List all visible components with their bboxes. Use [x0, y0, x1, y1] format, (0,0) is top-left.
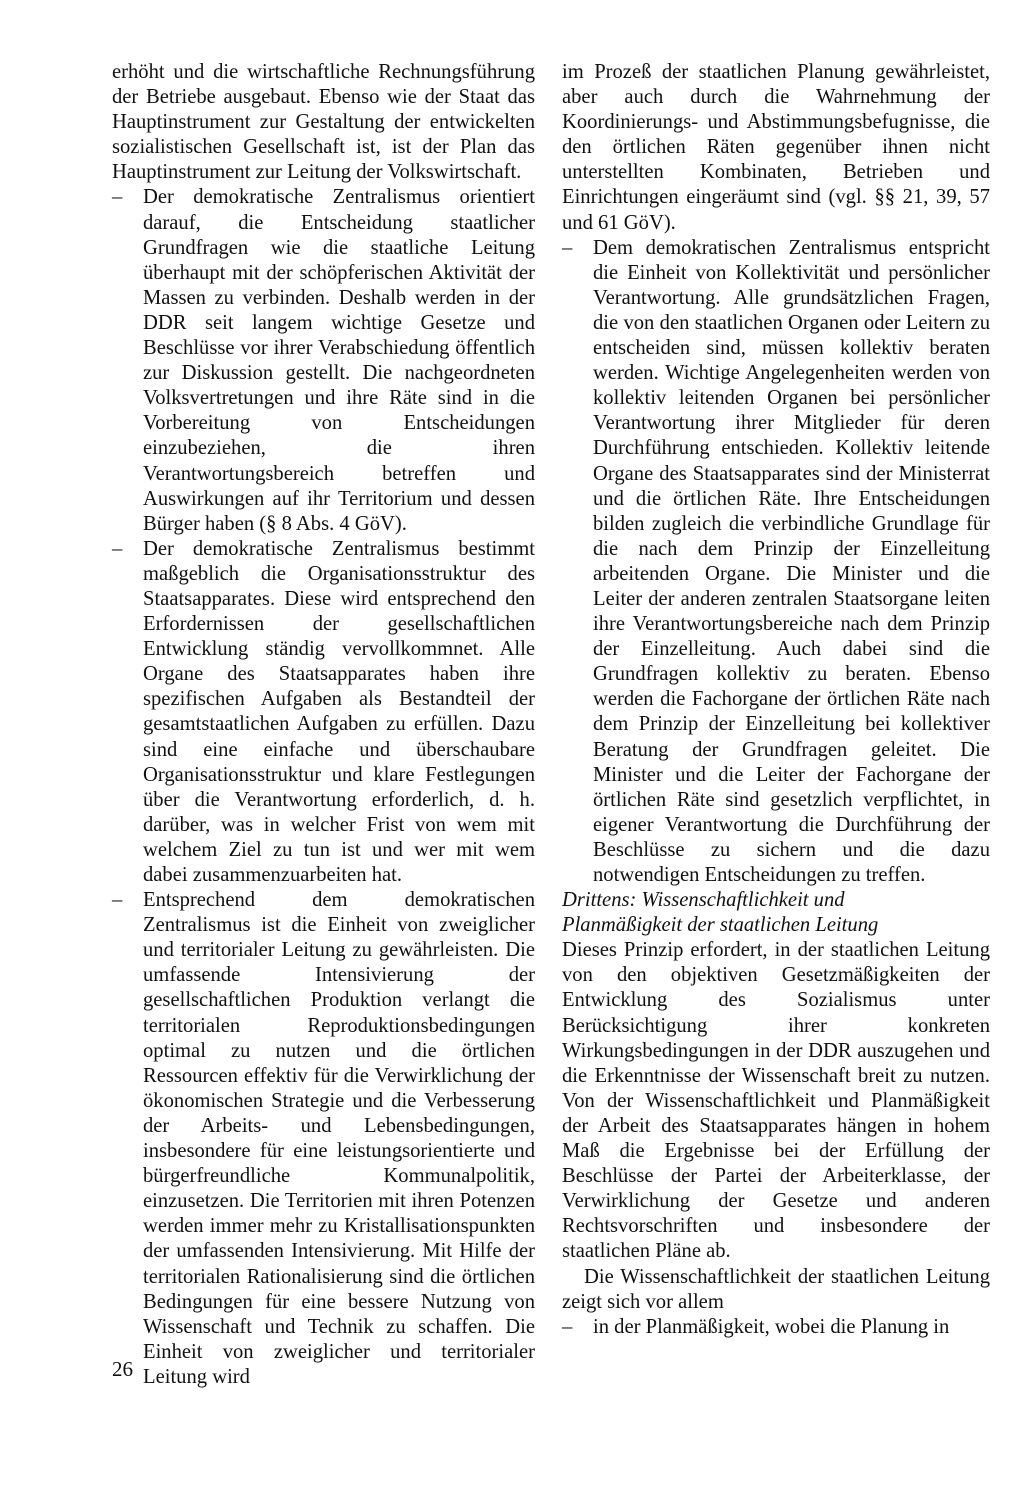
list-dash: –	[112, 186, 123, 209]
list-item	[112, 888, 535, 1390]
list-item	[112, 537, 535, 888]
paragraph: erhöht und die wirtschaftliche Rechnungsführung der Betriebe ausgebaut. Ebenso wie der Staat das Hauptinstrument zur Gestaltung der entwickelten sozialistischen Gesellschaft ist, ist der Plan das Hauptinstrument zur Leitung der Volkswirtschaft.	[112, 61, 535, 184]
list-item-text: Der demokratische Zentralismus orientiert darauf, die Entscheidung staatlicher Grundfragen wie die staatliche Leitung überhaupt mit der schöpferischen Aktivität der Massen zu verbinden. Deshalb werden in der DDR seit langem wichtige Gesetze und Beschlüsse vor ihrer Verabschiedung öffentlich zur Diskussion gestellt. Die nachgeordneten Volksvertretungen und ihre Räte sind in die Vorbereitung von Entscheidungen einzubeziehen, die ihren Verantwortungsbereich betreffen und Auswirkungen auf ihr Territorium und dessen Bürger haben (§ 8 Abs. 4 GöV).	[143, 186, 535, 535]
left-column	[112, 60, 535, 1390]
list-dash: –	[562, 1315, 573, 1338]
list-dash: –	[562, 236, 573, 259]
list-item	[562, 236, 990, 888]
list-item-text: Dem demokratischen Zentralismus entspricht die Einheit von Kollektivität und persönlicher Verantwortung. Alle grundsätzlichen Fragen, die von den staatlichen Organen oder Leitern zu entscheiden sind, müssen kollektiv beraten werden. Wichtige Angelegenheiten werden von kollektiv leitenden Organen bei persönlicher Verantwortung ihrer Mitglieder für deren Durchführung entschieden. Kollektiv leitende Organe des Staatsapparates sind der Ministerrat und die örtlichen Räte. Ihre Entscheidungen bilden zugleich die verbindliche Grundlage für die nach dem Prinzip der Einzelleitung arbeitenden Organe. Die Minister und die Leiter der anderen zentralen Staatsorgane leiten ihre Verantwortungsbereiche nach dem Prinzip der Einzelleitung. Auch dabei sind die Grundfragen kollektiv zu beraten. Ebenso werden die Fachorgane der örtlichen Räte nach dem Prinzip der Einzelleitung bei kollektiver Beratung der Grundfragen geleitet. Die Minister und die Leiter der Fachorgane der örtlichen Räte sind gesetzlich verpflichtet, in eigener Verantwortung die Durchführung der Beschlüsse zu sichern und die dazu notwendigen Entscheidungen zu treffen.	[593, 236, 990, 886]
section-heading	[562, 888, 990, 938]
list-item-text: in der Planmäßigkeit, wobei die Planung in	[593, 1315, 950, 1338]
list-item	[112, 185, 535, 536]
section-heading-line: Drittens: Wissenschaftlichkeit und	[562, 889, 845, 912]
list-dash: –	[112, 889, 123, 912]
page-number: 26	[112, 1357, 133, 1381]
list-item-text: Der demokratische Zentralismus bestimmt maßgeblich die Organisationsstruktur des Staatsapparates. Diese wird entsprechend den Erfordernissen der gesellschaftlichen Entwicklung ständig vervollkommnet. Alle Organe des Staatsapparates haben ihre spezifischen Aufgaben als Bestandteil der gesamtstaatlichen Aufgaben zu erfüllen. Dazu sind eine einfache und überschaubare Organisationsstruktur und klare Festlegungen über die Verantwortung erforderlich, d. h. darüber, was in welcher Frist von wem mit welchem Ziel zu tun ist und wer mit wem dabei zusammenzuarbeiten hat.	[143, 537, 535, 886]
paragraph: im Prozeß der staatlichen Planung gewährleistet, aber auch durch die Wahrnehmung der Koordinierungs- und Abstimmungsbefugnisse, die den örtlichen Räten gegenüber ihnen nicht unterstellten Kombinaten, Betrieben und Einrichtungen eingeräumt sind (vgl. §§ 21, 39, 57 und 61 GöV).	[562, 61, 990, 234]
list-item-text: Entsprechend dem demokratischen Zentralismus ist die Einheit von zweiglicher und territorialer Leitung zu gewährleisten. Die umfassende Intensivierung der gesellschaftlichen Produktion verlangt die territorialen Reproduktionsbedingungen optimal zu nutzen und die örtlichen Ressourcen effektiv für die Verwirklichung der ökonomischen Strategie und die Verbesserung der Arbeits- und Lebensbedingungen, insbesondere für eine leistungsorientierte und bürgerfreundliche Kommunalpolitik, einzusetzen. Die Territorien mit ihren Potenzen werden immer mehr zu Kristallisationspunkten der umfassenden Intensivierung. Mit Hilfe der territorialen Rationalisierung sind die örtlichen Bedingungen für eine bessere Nutzung von Wissenschaft und Technik zu schaffen. Die Einheit von zweiglicher und territorialer Leitung wird	[143, 889, 535, 1388]
paragraph: Dieses Prinzip erfordert, in der staatlichen Leitung von den objektiven Gesetzmäßigkeiten der Entwicklung des Sozialismus unter Berücksichtigung ihrer konkreten Wirkungsbedingungen in der DDR auszugehen und die Erkenntnisse der Wissenschaft breit zu nutzen. Von der Wissenschaftlichkeit und Planmäßigkeit der Arbeit des Staatsapparates hängen in hohem Maß die Ergebnisse bei der Erfüllung der Beschlüsse der Partei der Arbeiterklasse, der Verwirklichung der Gesetze und anderen Rechtsvorschriften und insbesondere der staatlichen Pläne ab.	[562, 939, 990, 1263]
paragraph: Die Wissenschaftlichkeit der staatlichen Leitung zeigt sich vor allem	[562, 1265, 990, 1313]
list-item	[562, 1315, 990, 1340]
list-dash: –	[112, 537, 123, 560]
section-heading-line: Planmäßigkeit der staatlichen Leitung	[562, 914, 879, 937]
right-column	[562, 60, 990, 1340]
